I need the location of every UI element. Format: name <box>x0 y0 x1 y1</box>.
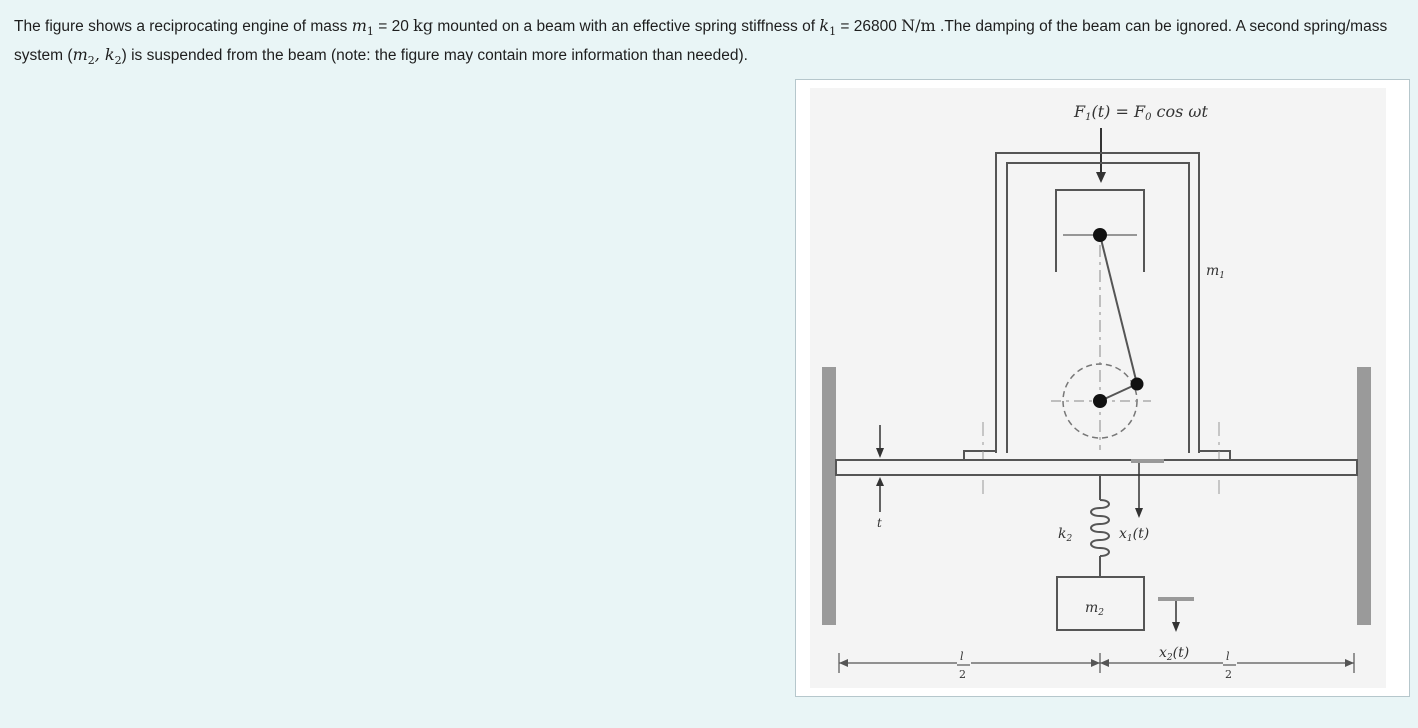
half-length-numerator-left: l <box>960 650 964 663</box>
m2-subscript: 2 <box>87 54 95 68</box>
half-length-denominator-left: 2 <box>959 668 966 681</box>
problem-text-part: The figure shows a reciprocating engine of mass <box>14 18 352 35</box>
m1-subscript: 1 <box>366 25 374 39</box>
k1-subscript: 1 <box>829 25 837 39</box>
half-length-denominator-right: 2 <box>1225 668 1232 681</box>
reference-hatch-2 <box>1158 597 1194 601</box>
unit-newton-per-meter: N/m <box>901 16 936 35</box>
x2-label: $x_2(t)$ <box>1159 645 1190 663</box>
left-wall <box>822 367 836 625</box>
mass-m2 <box>1057 577 1144 630</box>
crank-pin <box>1131 378 1144 391</box>
k2-subscript: 2 <box>114 54 122 68</box>
problem-statement <box>14 14 1409 72</box>
m2-symbol <box>72 45 95 68</box>
problem-text-part: ) is suspended from the beam (note: the figure may contain more information than needed). <box>121 47 748 65</box>
x1-label: $x_1(t)$ <box>1119 526 1150 544</box>
m1-label: $m_1$ <box>1206 263 1226 281</box>
beam <box>836 460 1357 475</box>
problem-text-part: .The damping of the beam can be ignored. A second spring/mass system ( <box>14 18 1388 65</box>
m1-symbol <box>351 16 374 39</box>
k1-letter: k <box>819 16 830 35</box>
m1-letter: m <box>351 16 367 35</box>
k2-letter: k <box>104 45 115 65</box>
problem-text-part: = 20 <box>373 18 414 35</box>
engine-beam-figure <box>795 79 1410 697</box>
k1-symbol <box>819 16 837 39</box>
problem-text-part: = 26800 <box>836 18 902 35</box>
piston-pin <box>1093 228 1107 242</box>
half-length-numerator-right: l <box>1226 650 1230 663</box>
problem-text-part: mounted on a beam with an effective spring stiffness of <box>433 18 820 35</box>
crankshaft <box>1093 394 1107 408</box>
reference-hatch-1 <box>1131 459 1164 463</box>
engine-diagram <box>796 80 1409 696</box>
thickness-label: t <box>877 516 882 530</box>
force-label: F1(t) = F0 cos ωt <box>1074 102 1208 123</box>
unit-kg: kg <box>413 16 434 35</box>
k2-label: $k_2$ <box>1058 526 1073 544</box>
m2-letter: m <box>72 45 88 65</box>
right-wall <box>1357 367 1371 625</box>
comma: , <box>94 45 105 65</box>
m2-label: $m_2$ <box>1085 600 1105 618</box>
k2-symbol <box>104 45 122 68</box>
